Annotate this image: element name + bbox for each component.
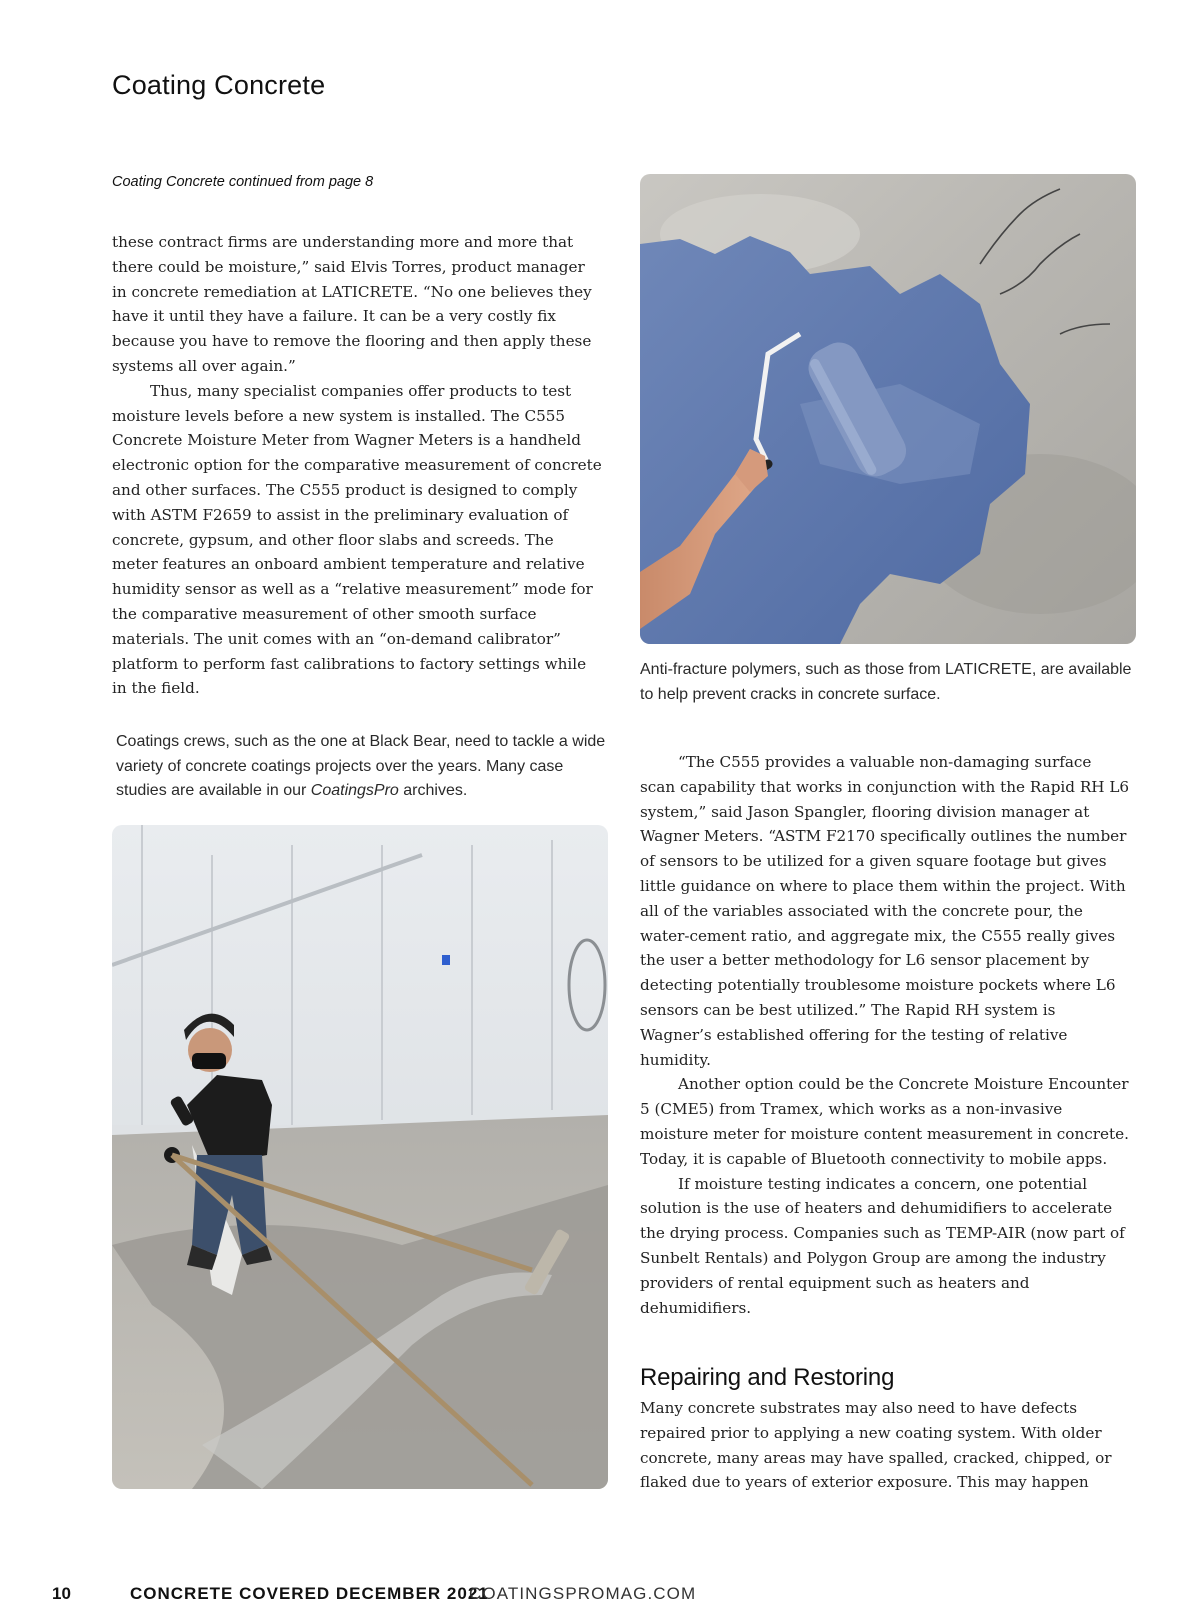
photo-caption-right: Anti-fracture polymers, such as those from LATICRETE, are available to help prevent cracks in concrete surface. [640,661,1132,703]
photo-caption-left [116,730,616,804]
paragraph: these contract firms are understanding more and more that there could be moisture,” said Elvis Torres, product manager in concrete remediation at LATICRETE. “No one believes they have it until they have a failure. It can be a very costly fix because you have to remove the flooring and then apply these systems all over again.” [112,233,592,375]
website-url: COATINGSPROMAG.COM [469,1584,697,1603]
publication-name: CoatingsPro [310,782,399,799]
magazine-issue: CONCRETE COVERED DECEMBER 2021 [130,1584,489,1603]
photo-roller-application [640,174,1136,644]
caption-text: Coatings crews, such as the one at Black Bear, need to tackle a wide variety of concrete coatings projects over the years. Many case studies are available in our [116,733,606,799]
paragraph: If moisture testing indicates a concern, one potential solution is the use of heaters and dehumidifiers to accelerate the drying process. Companies such as TEMP-AIR (now part of Sunbelt Rentals) and Polygon Group are among the industry providers of rental equipment such as heaters and dehumidifiers. [640,1174,1125,1317]
page-number: 10 [52,1584,71,1603]
roller-photo-illustration [640,174,1136,644]
continued-note: Coating Concrete continued from page 8 [112,174,374,190]
article-column-right-continued [640,1396,1130,1495]
article-column-right [640,750,1130,1320]
paragraph: “The C555 provides a valuable non-damaging surface scan capability that works in conjunction with the Rapid RH L6 system,” said Jason Spangler, flooring division manager at Wagner Meters. “ASTM F2170 specifically outlines the number of sensors to be utilized for a given square footage but gives little guidance on where to place them within the project. With all of the variables associated with the concrete pour, the water-cement ratio, and aggregate mix, the C555 really gives the user a better methodology for L6 sensor placement by detecting potentially troublesome moisture pockets where L6 sensors can be best utilized.” The Rapid RH system is Wagner’s established offering for the testing of relative humidity. [640,753,1130,1069]
photo-worker-coating-floor [112,825,608,1489]
paragraph: Thus, many specialist companies offer products to test moisture levels before a new system is installed. The C555 Concrete Moisture Meter from Wagner Meters is a handheld electronic option for the comparative measurement of concrete and other surfaces. The C555 product is designed to comply with ASTM F2659 to assist in the preliminary evaluation of concrete, gypsum, and other floor slabs and screeds. The meter features an onboard ambient temperature and relative humidity sensor as well as a “relative measurement” mode for the comparative measurement of other smooth surface materials. The unit comes with an “on-demand calibrator” platform to perform fast calibrations to factory settings while in the field. [112,381,602,698]
worker-photo-illustration [112,825,608,1489]
subheading: Repairing and Restoring [640,1364,895,1391]
paragraph: Many concrete substrates may also need to have defects repaired prior to applying a new coating system. With older concrete, many areas may have spalled, cracked, chipped, or flaked due to years of exterior exposure. This may happen [640,1399,1112,1492]
paragraph: Another option could be the Concrete Moisture Encounter 5 (CME5) from Tramex, which works as a non-invasive moisture meter for moisture content measurement in concrete. Today, it is capable of Bluetooth connectivity to mobile apps. [640,1075,1129,1168]
article-column-left [112,230,602,701]
caption-text: archives. [398,782,468,799]
section-title: Coating Concrete [112,70,326,100]
